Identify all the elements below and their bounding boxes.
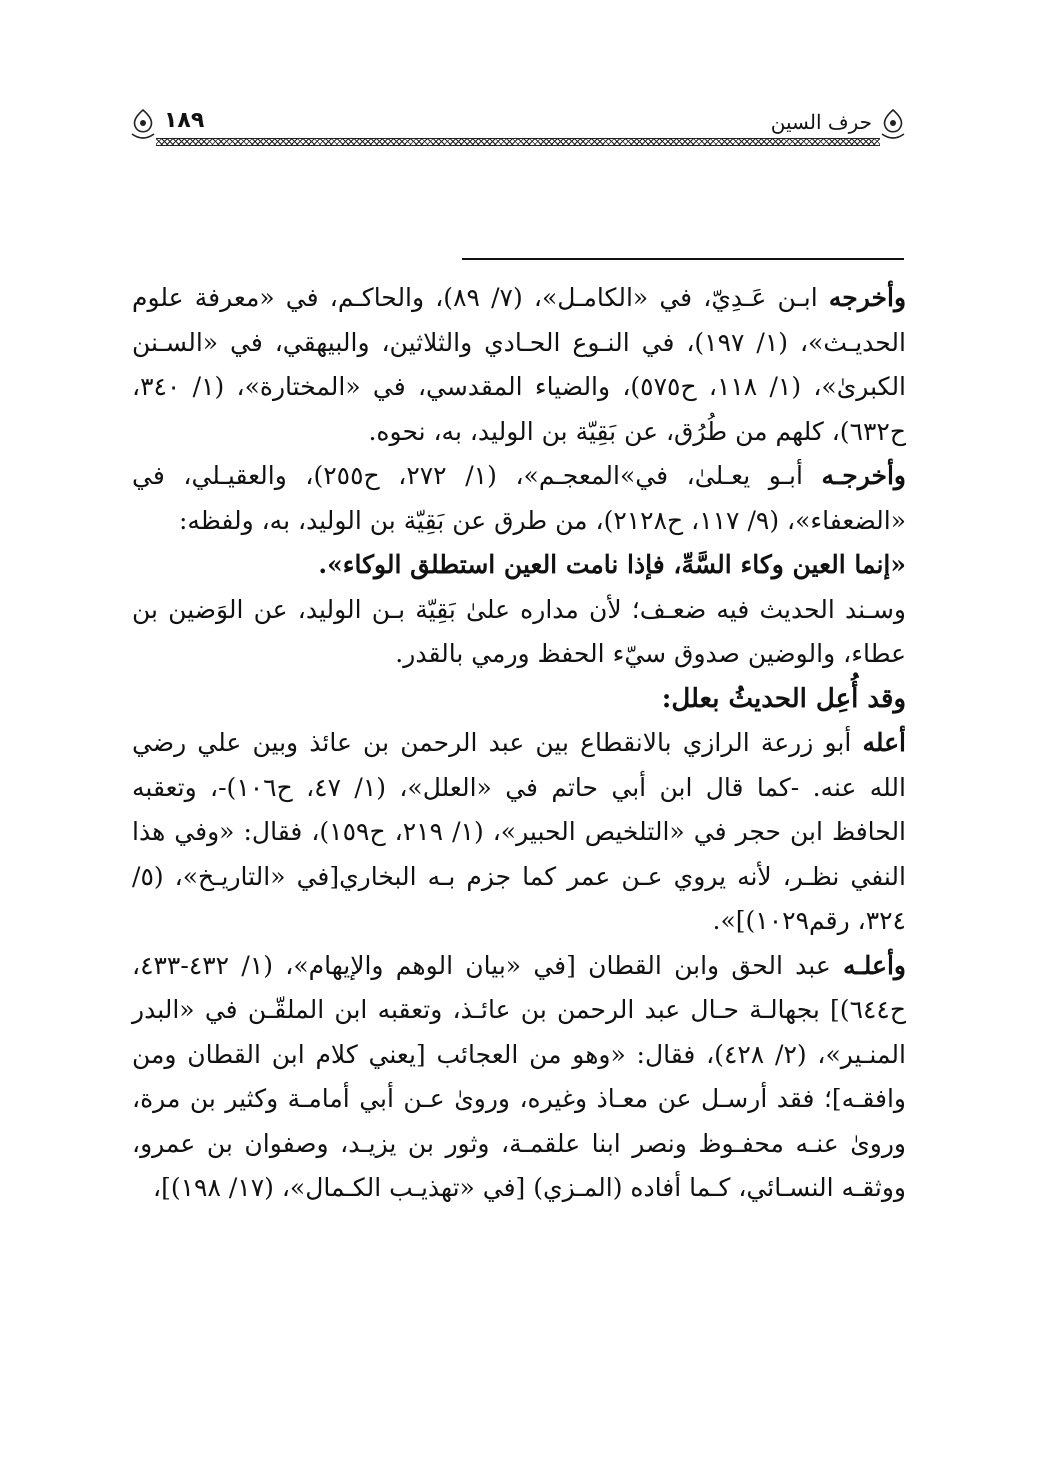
paragraph [132, 276, 906, 454]
page-number: ١٨٩ [164, 108, 205, 133]
paragraph-lead: أعله [862, 728, 906, 757]
paragraph-text: أبـو يعـلىٰ، في»المعجـم»، (١/ ٢٧٢، ح٢٥٥)، والعقيـلي، في «الضعفاء»، (٩/ ١١٧، ح٢١٢٨)، من طرق عن بَقِيّة بن الوليد، به، ولفظه: [132, 461, 906, 535]
paragraph [132, 588, 906, 677]
ornament-icon [128, 108, 158, 142]
paragraph-lead: وأخرجـه [821, 461, 906, 490]
ornament-icon [878, 108, 908, 142]
page-header [128, 108, 908, 148]
paragraph [132, 944, 906, 1211]
header-divider [156, 138, 880, 146]
paragraph-text: عبد الحق وابن القطان [في «بيان الوهم والإيهام»، (١/ ٤٣٢-٤٣٣، ح٦٤٤)] بجهالـة حـال عبد الرحمن بن عائـذ، وتعقبه ابن الملقّـن في «البدر المنـير»، (٢/ ٤٢٨)، فقال: «وهو من العجائب [يعني كلام ابن القطان ومن وافقـه]؛ فقد أرسـل عن معـاذ وغيره، وروىٰ عـن أبي أمامـة وكثير بن مرة، وروىٰ عنـه محفـوظ ونصر ابنا علقمـة، وثور بن يزيـد، وصفوان بن عمرو، ووثقـه النسـائي، كـما أفاده (المـزي) [في «تهذيـب الكـمال»، (١٧/ ١٩٨)]، [132, 950, 906, 1202]
section-heading [132, 677, 906, 722]
hadith-quote: «إنما العين وكاء السَّهِّ، فإذا نامت العين استطلق الوكاء». [318, 550, 906, 579]
paragraph [132, 454, 906, 543]
paragraph [132, 721, 906, 944]
paragraph-lead: وأعلـه [843, 950, 906, 980]
heading-text: وقد أُعِل الحديثُ بعلل: [661, 683, 906, 714]
hadith-text [132, 543, 906, 588]
chapter-title: حرف السين [770, 110, 872, 134]
footnote-body [132, 276, 906, 1211]
paragraph-text: أبو زرعة الرازي بالانقطاع بين عبد الرحمن بن عائذ وبين علي رضي الله عنه. -كما قال ابن أبي حاتم في «العلل»، (١/ ٤٧، ح١٠٦)-، وتعقبه الحافظ ابن حجر في «التلخيص الحبير»، (١/ ٢١٩، ح١٥٩)، فقال: «وفي هذا النفي نظـر، لأنه يروي عـن عمر كما جزم بـه البخاري[في «التاريـخ»، (٥/ ٣٢٤، رقم١٠٢٩)]». [132, 728, 907, 935]
paragraph-text: وسـند الحديث فيه ضعـف؛ لأن مداره علىٰ بَقِيّة بـن الوليد، عن الوَضين بن عطاء، والوضين صدوق سيّء الحفظ ورمي بالقدر. [132, 594, 906, 668]
paragraph-text: ابـن عَـدِيّ، في «الكامـل»، (٧/ ٨٩)، والحاكـم، في «معرفة علوم الحديـث»، (١/ ١٩٧)، في النـوع الحـادي والثلاثين، والبيهقي، في «السـنن الكبرىٰ»، (١/ ١١٨، ح٥٧٥)، والضياء المقدسي، في «المختارة»، (١/ ٣٤٠، ح٦٣٢)، كلهم من طُرُق، عن بَقِيّة بن الوليد، به، نحوه. [132, 283, 907, 446]
footnote-separator [462, 258, 904, 260]
paragraph-lead: وأخرجه [828, 283, 907, 312]
